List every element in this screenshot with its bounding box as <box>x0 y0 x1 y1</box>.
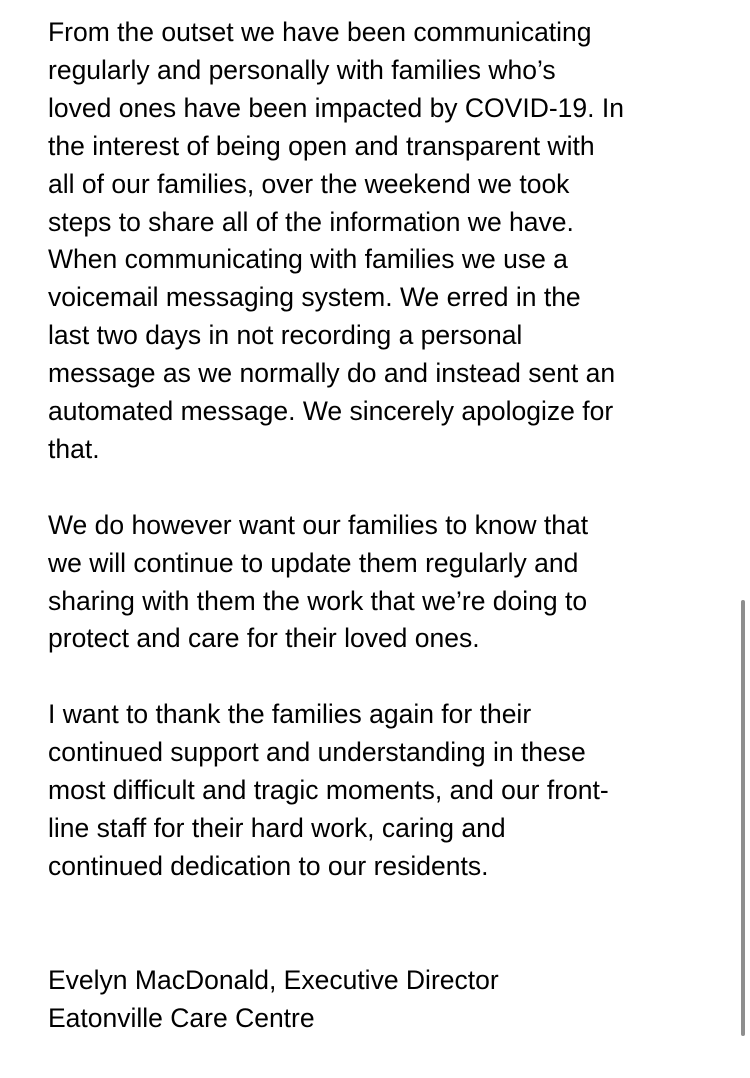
signature-block <box>48 962 718 1038</box>
text-line: most difficult and tragic moments, and our front- <box>48 775 609 806</box>
text-line: protect and care for their loved ones. <box>48 623 480 654</box>
text-line: continued support and understanding in these <box>48 737 586 768</box>
text-line: the interest of being open and transparent with <box>48 130 595 161</box>
vertical-scrollbar[interactable] <box>741 600 745 1036</box>
text-line: continued dedication to our residents. <box>48 850 489 881</box>
text-line: automated message. We sincerely apologize for <box>48 396 614 427</box>
text-line: loved ones have been impacted by COVID-19. In <box>48 92 624 123</box>
signature-name-title: Evelyn MacDonald, Executive Director <box>48 964 499 995</box>
paragraph-1 <box>48 14 718 469</box>
text-line: line staff for their hard work, caring and <box>48 813 506 843</box>
text-line: all of our families, over the weekend we took <box>48 168 570 199</box>
paragraph-2 <box>48 507 718 659</box>
text-line: steps to share all of the information we have. <box>48 206 574 237</box>
text-line: We do however want our families to know that <box>48 509 589 540</box>
letter-body <box>48 14 718 1037</box>
text-line: message as we normally do and instead sent an <box>48 358 616 389</box>
text-line: voicemail messaging system. We erred in the <box>48 282 581 313</box>
text-line: last two days in not recording a personal <box>48 320 523 351</box>
paragraph-3 <box>48 696 718 886</box>
text-line: When communicating with families we use a <box>48 244 568 275</box>
text-line: we will continue to update them regularly and <box>48 547 579 578</box>
text-line: From the outset we have been communicating <box>48 17 592 47</box>
text-line: regularly and personally with families who’s <box>48 54 556 85</box>
signature-organization: Eatonville Care Centre <box>48 1002 315 1033</box>
text-line: sharing with them the work that we’re doing to <box>48 585 588 616</box>
text-line: that. <box>48 433 100 464</box>
text-line: I want to thank the families again for their <box>48 699 532 730</box>
